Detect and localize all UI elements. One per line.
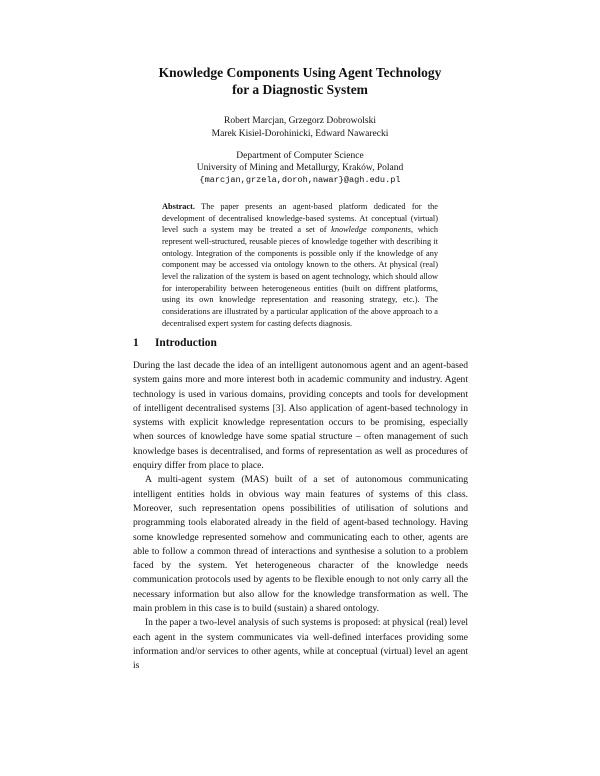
abstract-text-part-1: The paper presents an agent-based platform dedicated for the development of decentralised knowledge-based systems. At conceptual (virtual) level such a system may be treated a set of (162, 202, 438, 235)
paper-title-line-1: Knowledge Components Using Agent Technology (158, 65, 442, 80)
authors-line-1: Robert Marcjan, Grzegorz Dobrowolski (224, 116, 376, 126)
introduction-body (133, 359, 468, 674)
section-number: 1 (133, 337, 139, 349)
intro-paragraph-2: A multi-agent system (MAS) built of a set of autonomous communicating intelligent entities holds in obvious way main features of systems of this class. Moreover, such representation opens possibilities of utilisation of solutions and programming tools elaborated already in the field of agent-based technology. Having some knowledge represented somehow and communicating each to other, agents are able to follow a common thread of interactions and synthesise a solution to a problem faced by the system. Yet heterogeneous character of the knowledge needs communication protocols used by agents to be flexible enough to not only carry all the necessary information but also allow for the knowledge transformation as well. The main problem in this case is to build (sustain) a shared ontology. (133, 474, 468, 615)
intro-paragraph-1: During the last decade the idea of an intelligent autonomous agent and an agent-based system gains more and more interest both in academic community and industry. Agent technology is used in various domains, providing concepts and tools for development of intelligent decentralised systems [3]. Also application of agent-based technology in systems with explicit knowledge representation occurs to be promising, especially when sources of knowledge have some spatial structure – often management of such knowledge bases is decentralised, and forms of representation as well as procedures of enquiry differ from place to place. (133, 360, 468, 472)
affiliation-department: Department of Computer Science (236, 151, 364, 161)
paper-title-line-2: for a Diagnostic System (232, 82, 368, 97)
abstract-text-part-2: , which represent well-structured, reusable pieces of knowledge together with describing it ontology. Integration of the components is possible only if the knowledge of any component may be accessed via ontology known to the others. At physical (real) level the ralization of the system is based on agent technology, which should allow for interoperability between heterogeneous entities (built on diffrent platforms, using its own knowledge representation and reasoning strategy, etc.). The considerations are illustrated by a particular application of the above approach to a decentralised expert system for casting defects diagnosis. (162, 225, 438, 328)
section-heading-introduction (133, 336, 217, 350)
abstract-emphasis: knowledge components (331, 225, 411, 235)
authors-line-2: Marek Kisiel-Dorohinicki, Edward Nawarecki (211, 129, 389, 139)
abstract (162, 201, 438, 329)
section-title: Introduction (155, 337, 217, 349)
affiliation-university: University of Mining and Metallurgy, Kraków, Poland (196, 163, 404, 173)
abstract-label: Abstract. (162, 202, 195, 211)
intro-paragraph-3: In the paper a two-level analysis of such systems is proposed: at physical (real) level each agent in the system communicates via well-defined interfaces providing some information and/or services to other agents, while at conceptual (virtual) level an agent is (133, 617, 468, 672)
author-emails: {marcjan,grzela,doroh,nawar}@agh.edu.pl (199, 175, 401, 185)
